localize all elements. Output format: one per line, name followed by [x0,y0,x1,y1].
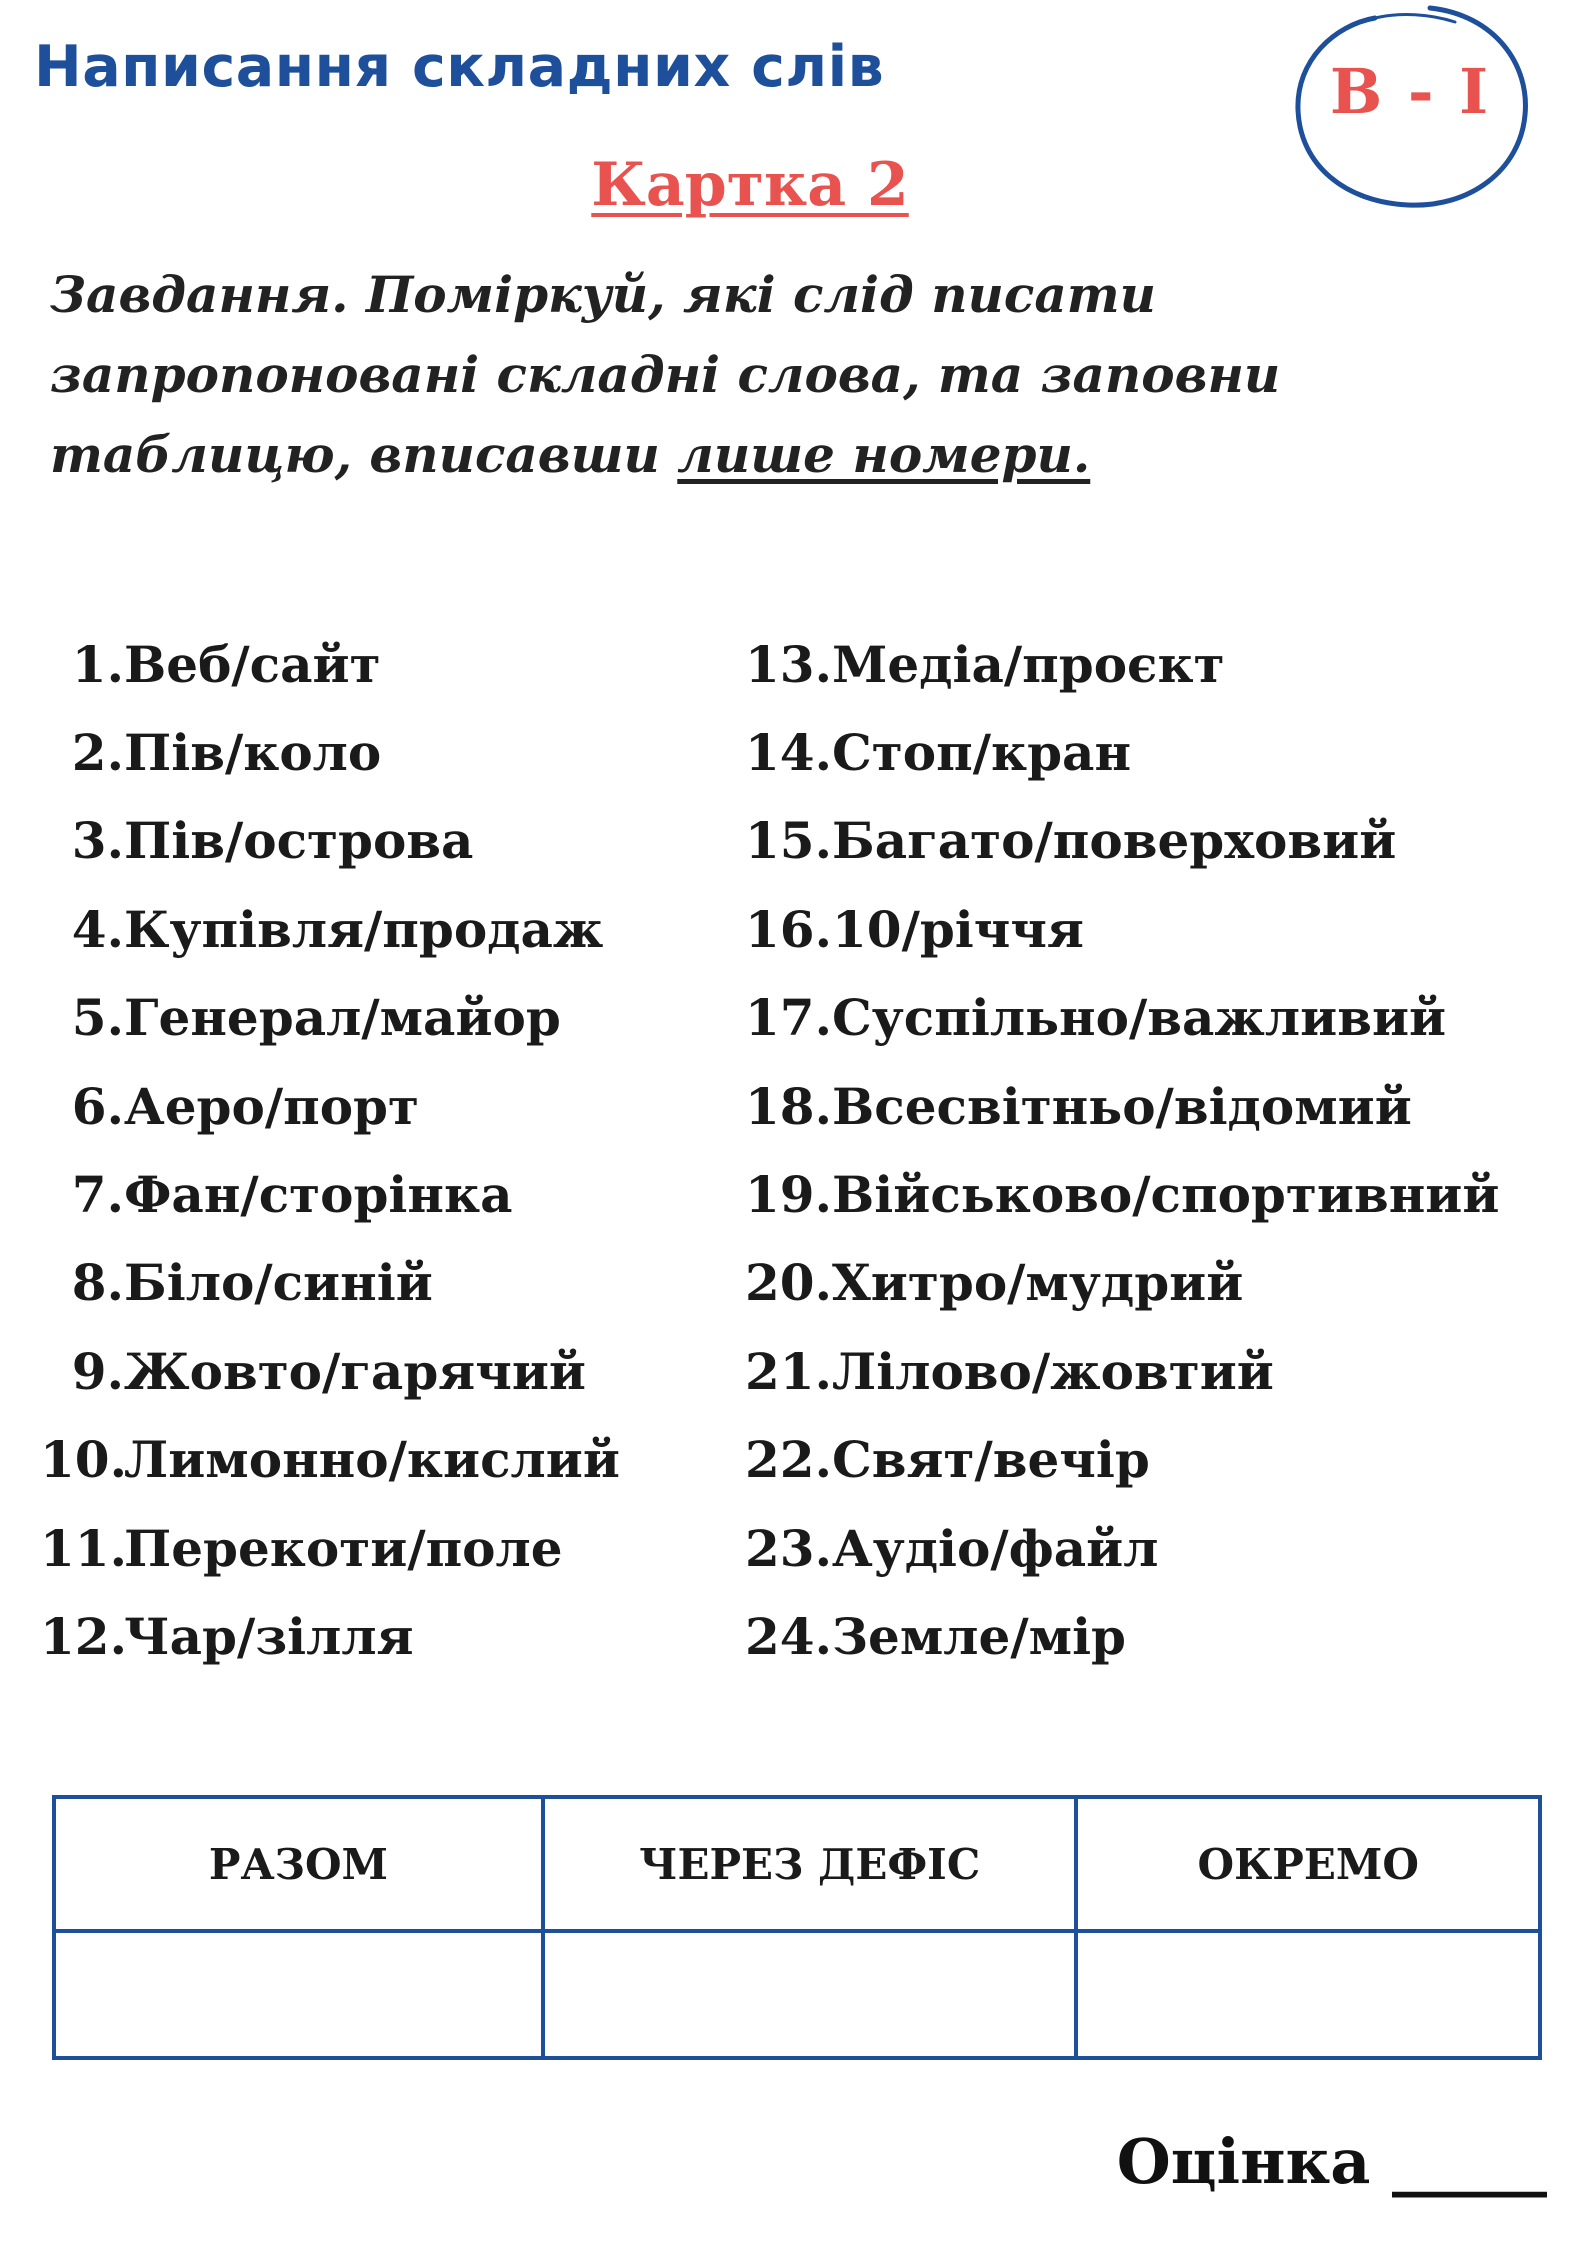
word-number: 17. [745,988,832,1048]
word-text: Лимонно/кислий [124,1430,620,1490]
task-underlined: лише номери. [677,425,1091,484]
list-item [40,1062,620,1150]
word-number: 19. [745,1165,832,1225]
word-number: 6. [71,1076,124,1136]
word-text: Веб/сайт [124,634,381,694]
word-text: Біло/синій [124,1253,433,1313]
word-number: 10. [40,1430,127,1490]
word-text: Пів/острова [124,811,474,871]
variant-label: В - І [1329,55,1491,128]
word-number: 16. [745,899,832,959]
answer-table [52,1795,1542,2060]
list-item [40,1504,620,1592]
list-item [745,1592,1499,1680]
word-number: 12. [40,1606,127,1666]
list-item [745,974,1499,1062]
list-item [40,620,620,708]
list-item [40,708,620,796]
answer-cell-hyphen[interactable] [543,1931,1077,2058]
word-text: Суспільно/важливий [832,988,1447,1048]
task-instruction [50,255,1500,495]
word-number: 8. [71,1253,124,1313]
table-answer-row [54,1931,1540,2058]
word-number: 15. [745,811,832,871]
list-item [745,885,1499,973]
word-text: Земле/мір [832,1606,1127,1666]
list-item [40,1416,620,1504]
word-number: 18. [745,1076,832,1136]
task-text: Завдання. Поміркуй, які слід писати запропоновані складні слова, та заповни таблицю, вписавши [50,265,1281,484]
list-item [40,1592,620,1680]
list-item [745,1239,1499,1327]
word-number: 9. [71,1341,124,1401]
word-number: 23. [745,1518,832,1578]
word-list-left [40,620,620,1681]
word-text: Жовто/гарячий [124,1341,586,1401]
answer-cell-separate[interactable] [1076,1931,1540,2058]
column-header-together: РАЗОМ [54,1797,543,1931]
word-text: Стоп/кран [832,723,1132,783]
word-number: 7. [71,1165,124,1225]
list-item [745,1327,1499,1415]
word-number: 11. [40,1518,127,1578]
column-header-hyphen: ЧЕРЕЗ ДЕФІС [543,1797,1077,1931]
list-item [745,708,1499,796]
column-header-separate: ОКРЕМО [1076,1797,1540,1931]
word-text: Фан/сторінка [124,1165,513,1225]
word-number: 22. [745,1430,832,1490]
list-item [745,797,1499,885]
list-item [40,885,620,973]
table-header-row [54,1797,1540,1931]
page-title: Написання складних слів [34,34,885,100]
list-item [40,1150,620,1238]
word-number: 2. [71,723,124,783]
word-text: Чар/зілля [124,1606,414,1666]
word-text: Пів/коло [124,723,382,783]
word-text: Військово/спортивний [832,1165,1500,1225]
word-text: 10/річчя [832,899,1084,959]
word-text: Купівля/продаж [124,899,604,959]
list-item [40,1327,620,1415]
word-number: 4. [71,899,124,959]
word-number: 14. [745,723,832,783]
word-text: Аудіо/файл [832,1518,1159,1578]
list-item [40,974,620,1062]
word-number: 5. [71,988,124,1048]
word-text: Генерал/майор [124,988,561,1048]
list-item [745,1416,1499,1504]
word-number: 24. [745,1606,832,1666]
card-title: Картка 2 [591,150,909,220]
word-number: 20. [745,1253,832,1313]
list-item [745,1062,1499,1150]
word-text: Перекоти/поле [124,1518,563,1578]
list-item [745,1504,1499,1592]
word-number: 1. [71,634,124,694]
word-number: 3. [71,811,124,871]
list-item [745,620,1499,708]
list-item [40,797,620,885]
word-text: Всесвітньо/відомий [832,1076,1412,1136]
word-text: Хитро/мудрий [832,1253,1244,1313]
word-text: Аеро/порт [124,1076,419,1136]
word-list-right [745,620,1499,1681]
word-text: Медіа/проєкт [832,634,1225,694]
list-item [745,1150,1499,1238]
word-text: Лілово/жовтий [832,1341,1274,1401]
word-text: Свят/вечір [832,1430,1150,1490]
answer-cell-together[interactable] [54,1931,543,2058]
word-text: Багато/поверховий [832,811,1397,871]
word-number: 21. [745,1341,832,1401]
list-item [40,1239,620,1327]
grade-field: Оцінка _____ [1116,2125,1547,2198]
word-number: 13. [745,634,832,694]
